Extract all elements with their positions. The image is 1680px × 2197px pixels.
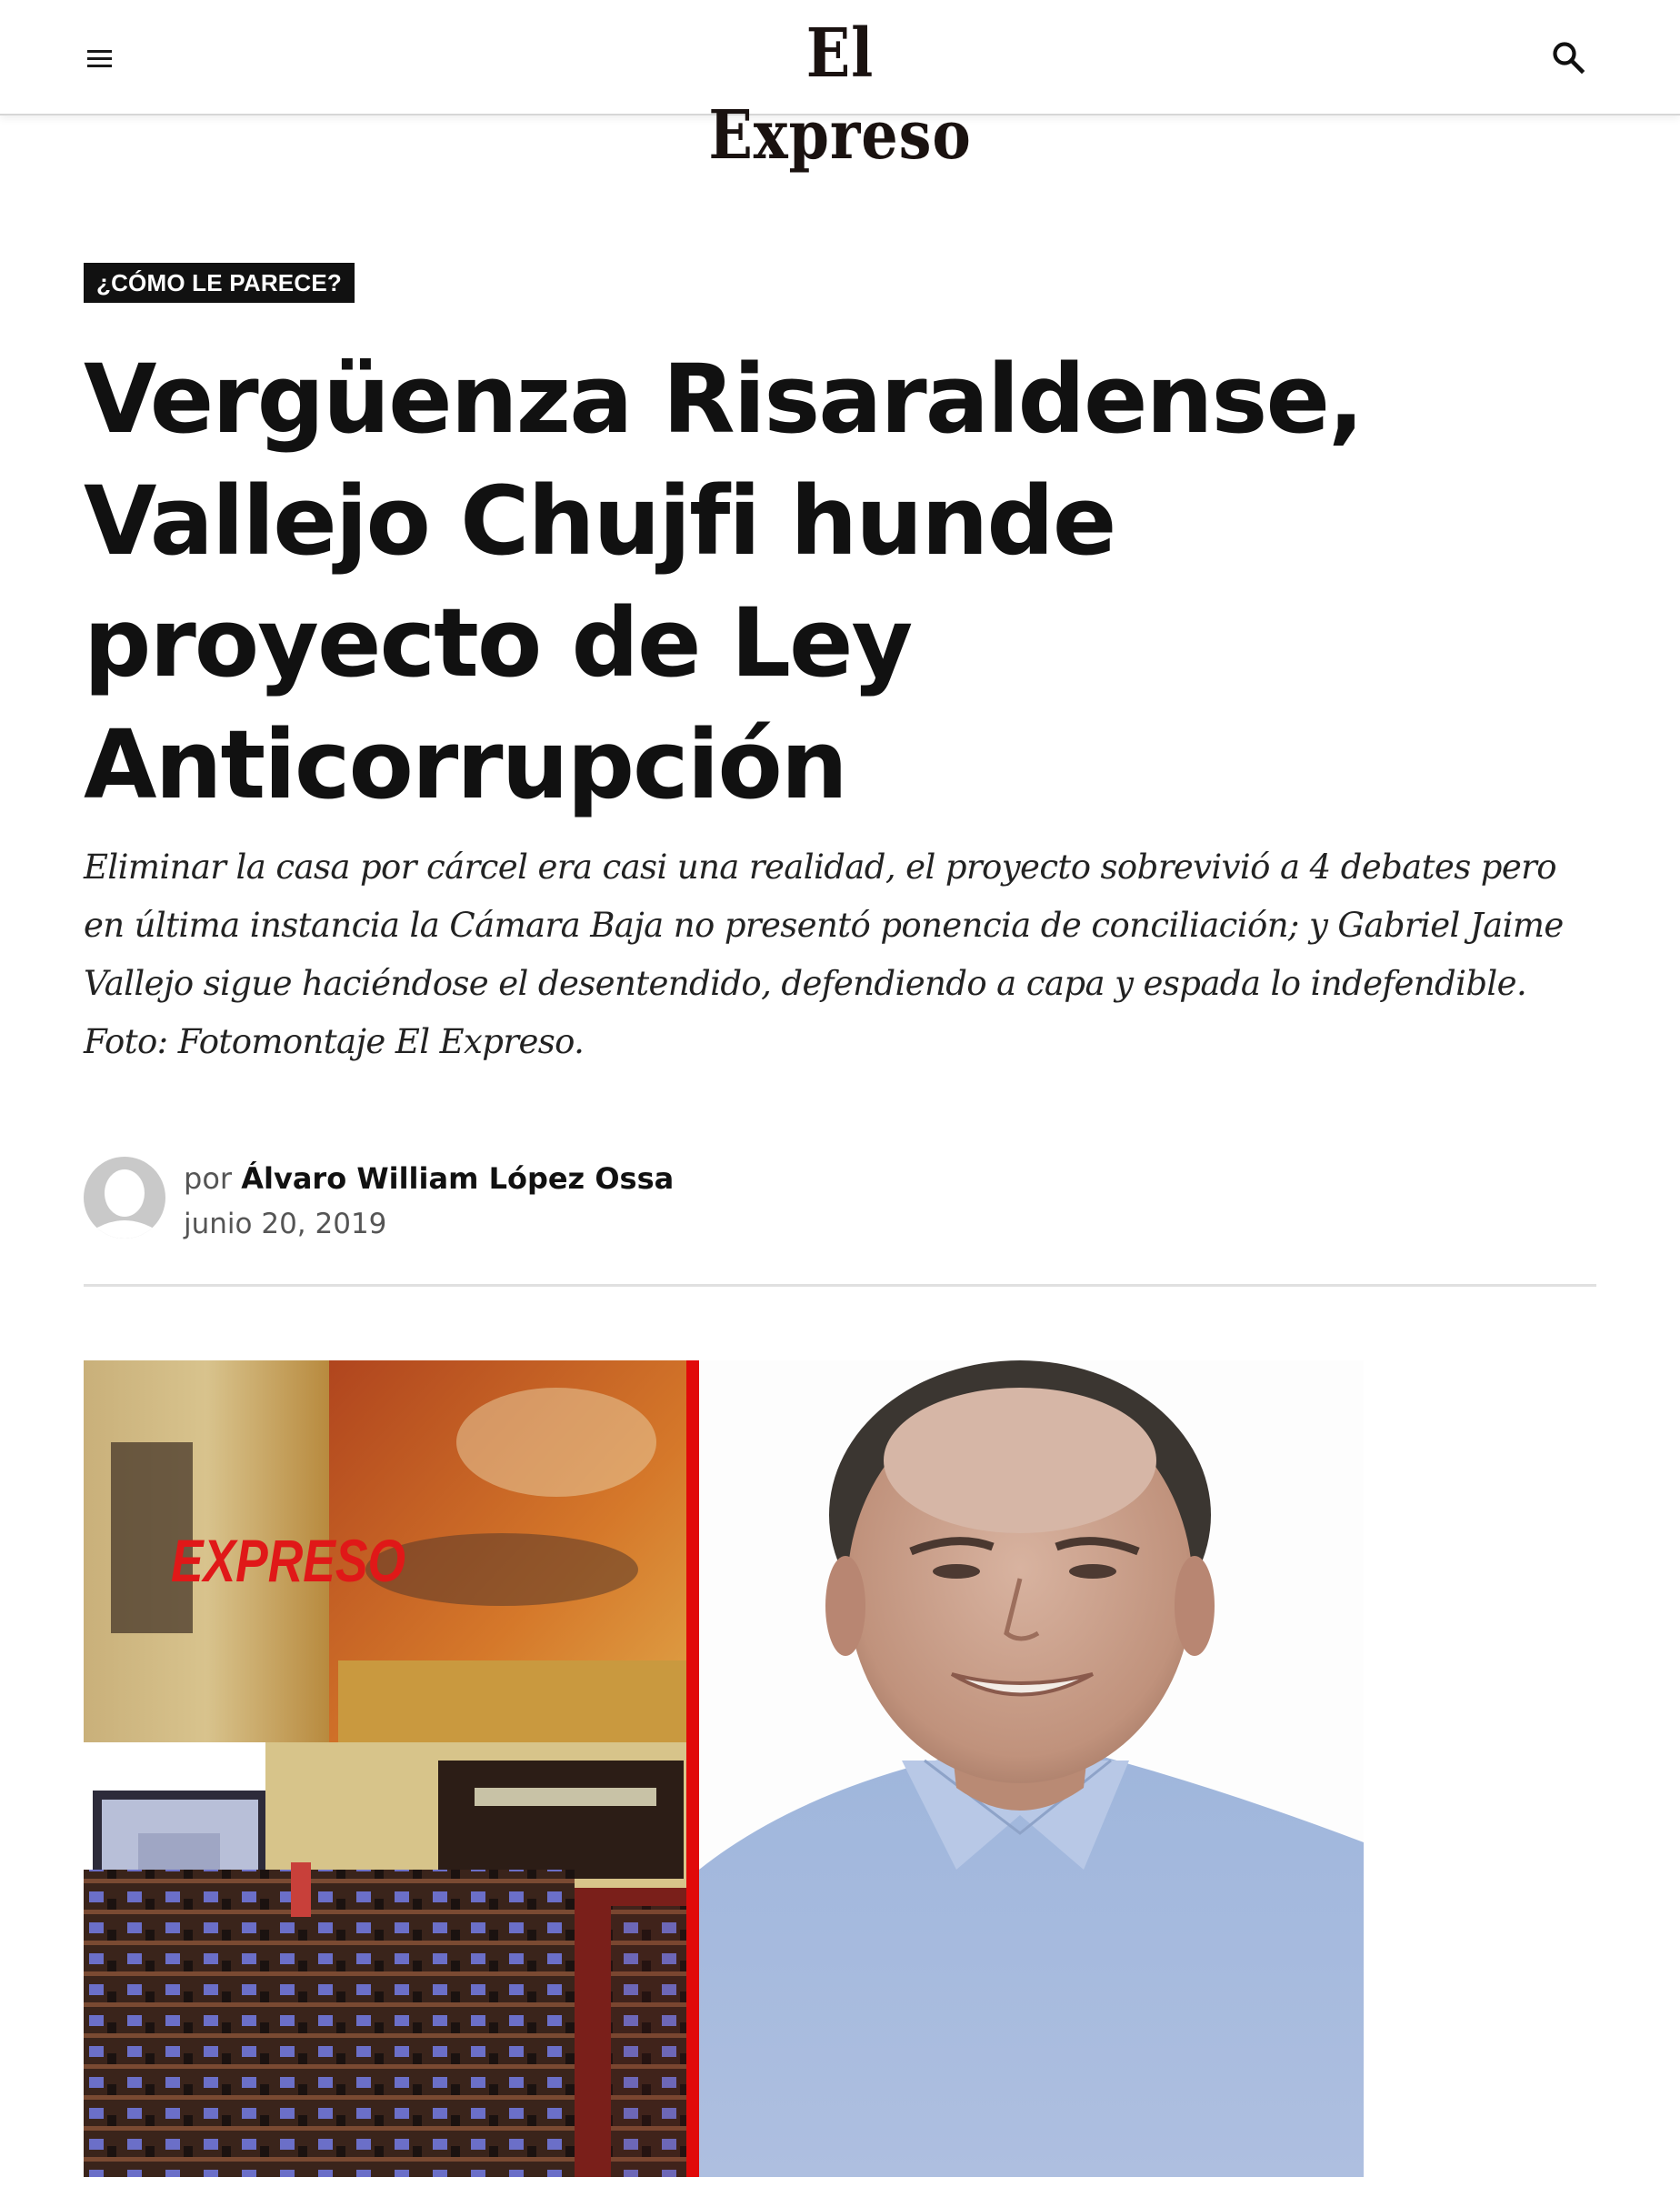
- red-separator: [686, 1360, 699, 2177]
- hamburger-menu-icon-bar: [87, 65, 112, 67]
- featured-image[interactable]: [84, 1360, 1364, 2177]
- site-header: [0, 0, 1680, 175]
- subtitle-line: en última instancia la Cámara Baja no presentó ponencia de conciliación; y Gabriel Jaime: [84, 906, 1564, 945]
- headline-line: Anticorrupción: [84, 709, 846, 820]
- subtitle-line: Foto: Fotomontaje El Expreso.: [84, 1022, 585, 1061]
- menu-button[interactable]: [84, 44, 113, 73]
- article-headline: [84, 338, 1538, 826]
- author-avatar[interactable]: [84, 1157, 165, 1239]
- site-logo[interactable]: El Expreso: [708, 15, 972, 175]
- author-line: [184, 1159, 674, 1199]
- congress-chamber-photo: [84, 1360, 686, 2177]
- publish-date: junio 20, 2019: [184, 1208, 387, 1240]
- search-icon: [1545, 35, 1593, 82]
- search-button[interactable]: [1545, 35, 1593, 82]
- author-name-link[interactable]: Álvaro William López Ossa: [241, 1161, 675, 1196]
- politician-portrait-photo: [699, 1360, 1364, 2177]
- hamburger-menu-icon: [87, 50, 112, 53]
- divider: [84, 1284, 1596, 1287]
- subtitle-line: Vallejo sigue haciéndose el desentendido, defendiendo a capa y espada lo indefendible.: [84, 964, 1527, 1003]
- featured-image-graphic: [84, 1360, 1364, 2177]
- default-avatar-icon: [84, 1157, 165, 1239]
- article-subtitle: [84, 838, 1629, 1071]
- expreso-overlay-text: EXPRESO: [171, 1527, 405, 1594]
- subtitle-line: Eliminar la casa por cárcel era casi una realidad, el proyecto sobrevivió a 4 debates pero: [84, 848, 1556, 887]
- headline-line: Vallejo Chujfi hunde: [84, 466, 1115, 577]
- byline-prefix: por: [184, 1161, 233, 1196]
- headline-line: proyecto de Ley: [84, 587, 912, 698]
- headline-line: Vergüenza Risaraldense,: [84, 344, 1363, 455]
- category-badge[interactable]: ¿CÓMO LE PARECE?: [84, 263, 355, 303]
- hamburger-menu-icon-bar: [87, 57, 112, 60]
